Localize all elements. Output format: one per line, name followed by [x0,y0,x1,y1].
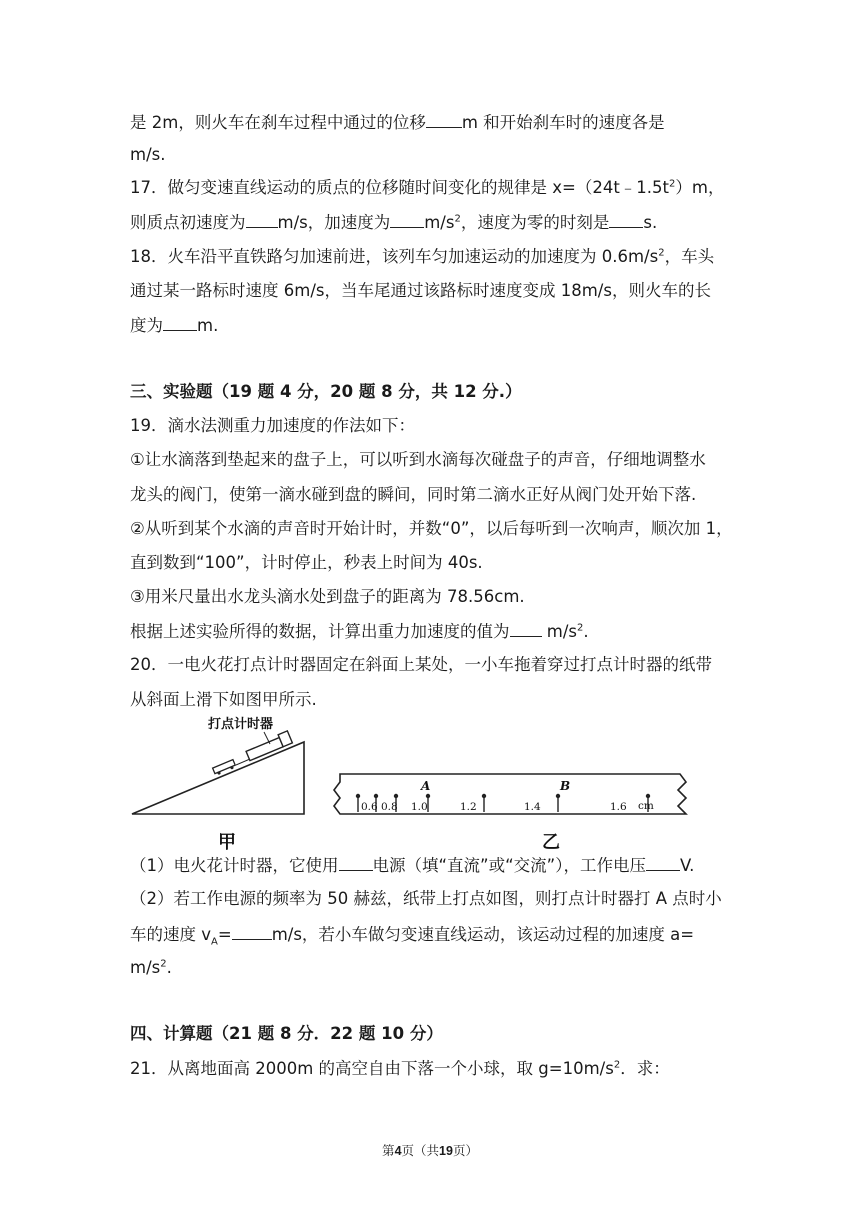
tape-dot [646,794,650,798]
incline-triangle [132,742,304,814]
figure-yi-label: 乙 [542,832,560,852]
text: 21．从离地面高 2000m 的高空自由下落一个小球，取 g=10m/s [130,1059,614,1078]
answer-blank [390,210,424,228]
superscript: 2 [613,1059,621,1071]
text: ）m， [675,178,725,197]
footer-text: 页） [452,1143,478,1158]
text-line [130,922,694,947]
question-20-part-1 [130,853,694,878]
tape-dot [482,794,486,798]
text: = [217,925,232,944]
page-number: 4 [394,1144,402,1158]
text: s. [643,213,658,232]
text: m/s. [130,145,166,164]
text: m/s，加速度为 [277,213,391,232]
text-line: 龙头的阀门，使第一滴水碰到盘的瞬间，同时第二滴水正好从阀门处开始下落. [130,485,697,504]
answer-blank [609,210,643,228]
incline-diagram [132,716,304,814]
text: . [583,622,589,641]
tape-dot [356,794,360,798]
text: m/s [130,958,161,977]
text-line [130,956,172,980]
text-line [130,110,665,135]
figure-incline-and-tape [128,712,694,852]
question-18 [130,245,714,269]
answer-blank [232,922,272,940]
footer-text: 页（共 [401,1143,440,1158]
question-17 [130,176,724,200]
question-21 [130,1057,670,1081]
answer-blank [163,313,197,331]
text-line [130,143,165,167]
text: 电源（填“直流”或“交流”），工作电压 [372,856,646,875]
text: 通过某一路标时速度 6m/s，当车尾通过该路标时速度变成 18m/s，则火车的长 [130,281,711,300]
tape-dot [374,794,378,798]
point-b-label: B [560,779,571,793]
text-line: 从斜面上滑下如图甲所示. [130,690,317,709]
text: ．求： [620,1059,670,1078]
superscript: 2 [669,178,676,190]
text-line: ①让水滴落到垫起来的盘子上，可以听到水滴每次碰盘子的声音，仔细地调整水 [130,450,706,469]
text: m 和开始刹车时的速度各是 [461,113,665,132]
page-footer [0,1141,860,1159]
text: . [166,958,172,977]
paper-tape-line [236,759,250,765]
answer-blank [510,619,542,637]
text: 根据上述实验所得的数据，计算出重力加速度的值为 [130,622,510,641]
tick-label-1-6: 1.6 [610,801,627,813]
tape-dot [556,794,560,798]
text-line: ③用米尺量出水龙头滴水处到盘子的距离为 78.56cm. [130,587,525,606]
section-heading-experiment: 三、实验题（19 题 4 分，20 题 8 分，共 12 分.） [130,382,522,401]
answer-blank [426,110,462,128]
superscript: 2 [454,213,461,225]
subscript: A [211,936,218,948]
superscript: 2 [576,622,584,634]
text: 17．做匀变速直线运动的质点的位移随时间变化的规律是 x=（24t﹣1.5t [130,178,670,197]
question-19: 19．滴水法测重力加速度的作法如下： [130,416,415,435]
text: ，车头 [664,247,715,266]
total-pages: 19 [439,1144,453,1158]
text: （1）电火花计时器，它使用 [130,856,339,875]
answer-blank [339,853,373,871]
superscript: 2 [160,958,167,970]
text: V. [679,856,695,875]
text: 18．火车沿平直铁路匀加速前进，该列车匀加速运动的加速度为 0.6m/s [130,247,659,266]
text: 则质点初速度为 [130,213,246,232]
answer-blank [246,210,278,228]
text: m/s，若小车做匀变速直线运动，该运动过程的加速度 a= [271,925,695,944]
text: ，速度为零的时刻是 [460,213,610,232]
text-line [130,210,657,235]
text: 车的速度 v [130,925,212,944]
tick-label-1-4: 1.4 [524,801,541,813]
superscript: 2 [658,247,665,259]
figure-jia-label: 甲 [218,832,236,852]
text: m/s [541,622,577,641]
text: 是 2m，则火车在刹车过程中通过的位移 [130,113,426,132]
question-20-part-2: （2）若工作电源的频率为 50 赫兹，纸带上打点如图，则打点计时器打 A 点时小 [130,889,722,908]
unit-label: cm [638,800,654,812]
tick-label-1-2: 1.2 [460,801,477,813]
paper-tape-diagram [334,774,686,814]
text-line: ②从听到某个水滴的声音时开始计时，并数“0”，以后每听到一次响声，顺次加 1， [130,519,733,538]
tick-label-0-6: 0.6 [361,801,378,813]
text: m. [197,316,219,335]
text-line [130,313,218,338]
section-heading-calculation: 四、计算题（21 题 8 分．22 题 10 分） [130,1024,443,1043]
footer-text: 第 [382,1143,395,1158]
timer-label: 打点计时器 [208,717,274,732]
tape-dot [394,794,398,798]
text: m/s [424,213,455,232]
question-20: 20．一电火花打点计时器固定在斜面上某处，一小车拖着穿过打点计时器的纸带 [130,655,712,674]
text-line: 直到数到“100”，计时停止，秒表上时间为 40s. [130,553,483,572]
tick-label-1-0: 1.0 [411,801,428,813]
answer-blank [646,853,680,871]
text: 度为 [130,316,163,335]
text-line [130,279,711,303]
text-line [130,619,589,644]
tick-label-0-8: 0.8 [381,801,398,813]
tape-dot [426,794,430,798]
point-a-label: A [421,779,431,793]
